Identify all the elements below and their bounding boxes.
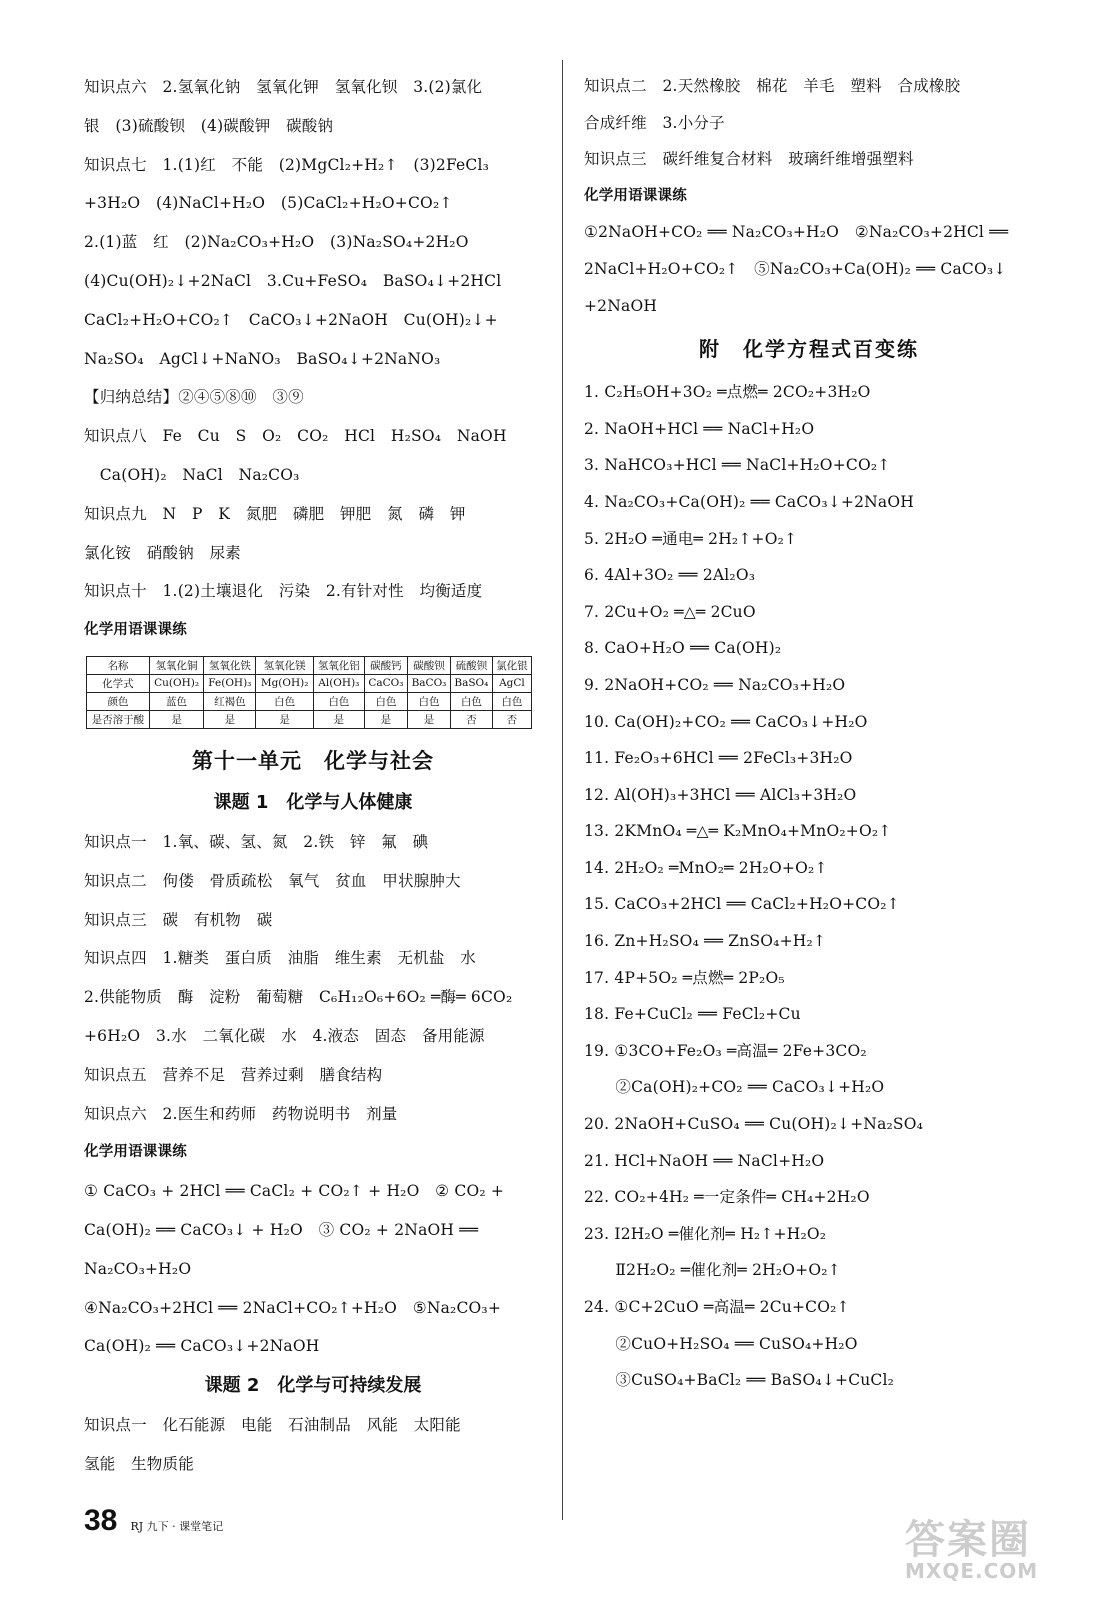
- equation-item: 12. Al(OH)₃+3HCl ══ AlCl₃+3H₂O: [584, 785, 857, 804]
- equation-item: 18. Fe+CuCl₂ ══ FeCl₂+Cu: [584, 1005, 801, 1024]
- table-cell: 蓝色: [149, 692, 203, 710]
- text-line: Na₂SO₄ AgCl↓+NaNO₃ BaSO₄↓+2NaNO₃: [84, 349, 441, 368]
- text-line: 知识点九 N P K 氮肥 磷肥 钾肥 氮 磷 钾: [84, 504, 466, 523]
- text-line: 知识点三 碳纤维复合材料 玻璃纤维增强塑料: [584, 150, 914, 169]
- text-line: 知识点一 1.氧、碳、氢、氮 2.铁 锌 氟 碘: [84, 832, 429, 851]
- text-line: 知识点四 1.糖类 蛋白质 油脂 维生素 无机盐 水: [84, 949, 476, 968]
- unit-title: 第十一单元 化学与社会: [192, 748, 434, 773]
- equation-line: 2NaCl+H₂O+CO₂↑ ⑤Na₂CO₃+Ca(OH)₂ ══ CaCO₃↓: [584, 259, 1007, 278]
- equation-item: 6. 4Al+3O₂ ══ 2Al₂O₃: [584, 566, 756, 585]
- equation-item: Ⅱ2H₂O₂ ═催化剂═ 2H₂O+O₂↑: [584, 1261, 841, 1280]
- equation-line: Na₂CO₃+H₂O: [84, 1259, 192, 1278]
- equation-item: 2. NaOH+HCl ══ NaCl+H₂O: [584, 419, 815, 438]
- equation-line: ①2NaOH+CO₂ ══ Na₂CO₃+H₂O ②Na₂CO₃+2HCl ══: [584, 223, 1009, 242]
- equation-item: 14. 2H₂O₂ ═MnO₂═ 2H₂O+O₂↑: [584, 858, 828, 877]
- table-row: [87, 692, 532, 710]
- text-line: 知识点二 佝偻 骨质疏松 氧气 贫血 甲状腺肿大: [84, 871, 461, 890]
- equation-item: 8. CaO+H₂O ══ Ca(OH)₂: [584, 639, 782, 658]
- equation-item: 9. 2NaOH+CO₂ ══ Na₂CO₃+H₂O: [584, 675, 846, 694]
- appendix-title: 附 化学方程式百变练: [699, 337, 919, 362]
- left-block-3: [84, 1406, 542, 1484]
- text-line: 银 (3)硫酸钡 (4)碳酸钾 碳酸钠: [84, 116, 334, 135]
- equation-item: 1. C₂H₅OH+3O₂ ═点燃═ 2CO₂+3H₂O: [584, 383, 871, 402]
- text-line: 知识点一 化石能源 电能 石油制品 风能 太阳能: [84, 1416, 461, 1435]
- equation-item: 4. Na₂CO₃+Ca(OH)₂ ══ CaCO₃↓+2NaOH: [584, 492, 914, 511]
- text-line: 知识点六 2.氢氧化钠 氢氧化钾 氢氧化钡 3.(2)氯化: [84, 78, 483, 96]
- left-column: [84, 68, 542, 1484]
- footer-text: RJ 九下 · 课堂笔记: [130, 1520, 224, 1533]
- section-heading: 化学用语课课练: [84, 622, 187, 639]
- equation-item: 22. CO₂+4H₂ ═一定条件═ CH₄+2H₂O: [584, 1188, 870, 1207]
- text-line: 知识点八 Fe Cu S O₂ CO₂ HCl H₂SO₄ NaOH: [84, 427, 507, 446]
- equation-item: 20. 2NaOH+CuSO₄ ══ Cu(OH)₂↓+Na₂SO₄: [584, 1115, 924, 1134]
- equation-item: 3. NaHCO₃+HCl ══ NaCl+H₂O+CO₂↑: [584, 456, 891, 475]
- summary-line: 【归纳总结】②④⑤⑧⑩ ③⑨: [84, 388, 304, 407]
- right-column: [584, 68, 1034, 1399]
- text-line: 氢能 生物质能: [84, 1454, 194, 1473]
- table-cell: 是: [364, 710, 407, 728]
- equation-item: ③CuSO₄+BaCl₂ ══ BaSO₄↓+CuCl₂: [584, 1371, 895, 1390]
- section-heading: 化学用语课课练: [584, 187, 687, 204]
- table-cell: 白色: [450, 692, 492, 710]
- page-footer: [84, 1504, 223, 1538]
- table-cell: 是: [408, 710, 451, 728]
- table-cell: 氢氧化铝: [313, 656, 364, 674]
- equation-item: ②CuO+H₂SO₄ ══ CuSO₄+H₂O: [584, 1334, 858, 1353]
- table-cell: 否: [450, 710, 492, 728]
- table-cell: 化学式: [87, 674, 150, 692]
- text-line: 知识点五 营养不足 营养过剩 膳食结构: [84, 1065, 383, 1084]
- equation-item: 19. ①3CO+Fe₂O₃ ═高温═ 2Fe+3CO₂: [584, 1041, 867, 1060]
- equation-item: 10. Ca(OH)₂+CO₂ ══ CaCO₃↓+H₂O: [584, 712, 868, 731]
- text-line: Ca(OH)₂ NaCl Na₂CO₃: [84, 465, 300, 484]
- text-line: 知识点二 2.天然橡胶 棉花 羊毛 塑料 合成橡胶: [584, 77, 961, 95]
- left-block-2: [84, 823, 542, 1366]
- equation-line: +2NaOH: [584, 296, 658, 315]
- watermark-text: 答案圈: [905, 1517, 1031, 1563]
- lesson-1-title: 课题 1 化学与人体健康: [213, 791, 413, 813]
- table-cell: 颜色: [87, 692, 150, 710]
- table-cell: BaSO₄: [450, 674, 492, 692]
- table-row: [87, 656, 532, 674]
- equation-item: 13. 2KMnO₄ ═△═ K₂MnO₄+MnO₂+O₂↑: [584, 822, 892, 841]
- table-cell: Mg(OH)₂: [256, 674, 313, 692]
- properties-table: [86, 656, 532, 729]
- equation-item: 16. Zn+H₂SO₄ ══ ZnSO₄+H₂↑: [584, 932, 827, 951]
- text-line: 2.(1)蓝 红 (2)Na₂CO₃+H₂O (3)Na₂SO₄+2H₂O: [84, 233, 469, 252]
- text-line: 知识点六 2.医生和药师 药物说明书 剂量: [84, 1104, 398, 1123]
- page-number: 38: [84, 1504, 118, 1537]
- table-cell: Al(OH)₃: [313, 674, 364, 692]
- equation-item: 5. 2H₂O ═通电═ 2H₂↑+O₂↑: [584, 529, 798, 548]
- table-cell: 硫酸钡: [450, 656, 492, 674]
- right-block-1: [584, 68, 1034, 324]
- table-cell: 氯化银: [492, 656, 531, 674]
- equation-item: ②Ca(OH)₂+CO₂ ══ CaCO₃↓+H₂O: [584, 1078, 885, 1097]
- table-cell: 是: [204, 710, 256, 728]
- equation-line: ① CaCO₃ + 2HCl ══ CaCl₂ + CO₂↑ + H₂O ② CO₂ +: [84, 1182, 505, 1201]
- table-cell: 是: [149, 710, 203, 728]
- text-line: 氯化铵 硝酸钠 尿素: [84, 543, 242, 562]
- table-cell: 白色: [408, 692, 451, 710]
- text-line: 合成纤维 3.小分子: [584, 113, 725, 132]
- text-line: 知识点三 碳 有机物 碳: [84, 910, 273, 929]
- watermark-url: MXQE.COM: [905, 1559, 1039, 1583]
- table-cell: 是: [256, 710, 313, 728]
- equation-item: 21. HCl+NaOH ══ NaCl+H₂O: [584, 1151, 825, 1170]
- text-line: (4)Cu(OH)₂↓+2NaCl 3.Cu+FeSO₄ BaSO₄↓+2HCl: [84, 271, 502, 290]
- table-cell: 碳酸钙: [364, 656, 407, 674]
- table-cell: CaCO₃: [364, 674, 407, 692]
- equation-item: 15. CaCO₃+2HCl ══ CaCl₂+H₂O+CO₂↑: [584, 895, 900, 914]
- table-cell: 是: [313, 710, 364, 728]
- equation-line: ④Na₂CO₃+2HCl ══ 2NaCl+CO₂↑+H₂O ⑤Na₂CO₃+: [84, 1298, 502, 1317]
- table-cell: 白色: [364, 692, 407, 710]
- equation-item: 24. ①C+2CuO ═高温═ 2Cu+CO₂↑: [584, 1298, 850, 1316]
- text-line: 知识点七 1.(1)红 不能 (2)MgCl₂+H₂↑ (3)2FeCl₃: [84, 155, 490, 174]
- table-cell: Cu(OH)₂: [149, 674, 203, 692]
- table-cell: 碳酸钡: [408, 656, 451, 674]
- section-heading: 化学用语课课练: [84, 1144, 187, 1161]
- table-cell: 氢氧化铁: [204, 656, 256, 674]
- text-line: +3H₂O (4)NaCl+H₂O (5)CaCl₂+H₂O+CO₂↑: [84, 194, 453, 213]
- text-line: 2.供能物质 酶 淀粉 葡萄糖 C₆H₁₂O₆+6O₂ ═酶═ 6CO₂: [84, 988, 513, 1007]
- table-cell: 氢氧化镁: [256, 656, 313, 674]
- table-cell: AgCl: [492, 674, 531, 692]
- equation-list: [584, 374, 1034, 1399]
- table-cell: Fe(OH)₃: [204, 674, 256, 692]
- equation-item: 23. Ⅰ2H₂O ═催化剂═ H₂↑+H₂O₂: [584, 1224, 827, 1243]
- text-line: 知识点十 1.(2)土壤退化 污染 2.有针对性 均衡适度: [84, 582, 483, 601]
- text-line: +6H₂O 3.水 二氧化碳 水 4.液态 固态 备用能源: [84, 1026, 485, 1045]
- equation-item: 7. 2Cu+O₂ ═△═ 2CuO: [584, 602, 756, 621]
- table-cell: 白色: [492, 692, 531, 710]
- table-cell: 名称: [87, 656, 150, 674]
- left-block-1: [84, 68, 542, 650]
- table-cell: BaCO₃: [408, 674, 451, 692]
- table-cell: 否: [492, 710, 531, 728]
- text-line: CaCl₂+H₂O+CO₂↑ CaCO₃↓+2NaOH Cu(OH)₂↓+: [84, 310, 498, 329]
- equation-line: Ca(OH)₂ ══ CaCO₃↓+2NaOH: [84, 1337, 320, 1356]
- table-cell: 氢氧化铜: [149, 656, 203, 674]
- table-cell: 白色: [313, 692, 364, 710]
- table-row: [87, 710, 532, 728]
- column-divider: [562, 60, 563, 1520]
- table-cell: 是否溶于酸: [87, 710, 150, 728]
- table-cell: 白色: [256, 692, 313, 710]
- equation-item: 17. 4P+5O₂ ═点燃═ 2P₂O₅: [584, 968, 785, 987]
- lesson-2-title: 课题 2 化学与可持续发展: [204, 1375, 422, 1397]
- table-row: [87, 674, 532, 692]
- table-cell: 红褐色: [204, 692, 256, 710]
- equation-line: Ca(OH)₂ ══ CaCO₃↓ + H₂O ③ CO₂ + 2NaOH ══: [84, 1220, 479, 1239]
- equation-item: 11. Fe₂O₃+6HCl ══ 2FeCl₃+3H₂O: [584, 749, 853, 768]
- watermark-logo: [905, 1508, 1083, 1588]
